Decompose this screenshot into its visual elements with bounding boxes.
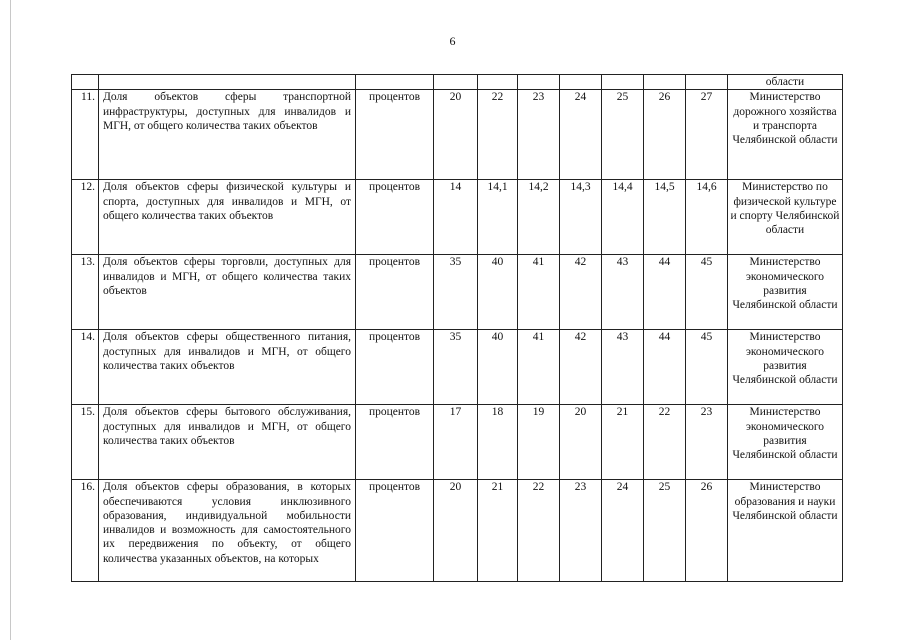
responsible-cell: Министерство экономического развития Челябинской области (728, 330, 843, 405)
table-row (72, 480, 843, 582)
value-cell: 18 (478, 405, 518, 480)
value-cell: 23 (560, 480, 602, 582)
value-cell: 21 (602, 405, 644, 480)
responsible-cell: Министерство экономического развития Челябинской области (728, 405, 843, 480)
cont-unit-cell (356, 75, 434, 90)
value-cell: 23 (518, 90, 560, 180)
cont-indicator-cell (99, 75, 356, 90)
table-row (72, 90, 843, 180)
continued-row (72, 75, 843, 90)
value-cell: 14,3 (560, 180, 602, 255)
value-cell: 19 (518, 405, 560, 480)
table-row (72, 255, 843, 330)
table-row (72, 405, 843, 480)
value-cell: 14 (434, 180, 478, 255)
value-cell: 14,4 (602, 180, 644, 255)
unit-cell: процентов (356, 180, 434, 255)
value-cell: 26 (644, 90, 686, 180)
indicators-table (71, 74, 843, 582)
value-cell: 14,2 (518, 180, 560, 255)
unit-cell: процентов (356, 255, 434, 330)
unit-cell: процентов (356, 330, 434, 405)
row-number: 15. (72, 405, 99, 480)
value-cell: 41 (518, 255, 560, 330)
value-cell: 24 (602, 480, 644, 582)
indicator-text: Доля объектов сферы общественного питания, доступных для инвалидов и МГН, от общего количества таких объектов (99, 330, 356, 405)
cont-value-cell (644, 75, 686, 90)
responsible-cell: Министерство экономического развития Челябинской области (728, 255, 843, 330)
value-cell: 14,6 (686, 180, 728, 255)
value-cell: 25 (602, 90, 644, 180)
cont-value-cell (686, 75, 728, 90)
value-cell: 21 (478, 480, 518, 582)
value-cell: 14,1 (478, 180, 518, 255)
value-cell: 44 (644, 255, 686, 330)
value-cell: 23 (686, 405, 728, 480)
value-cell: 40 (478, 330, 518, 405)
cont-num-cell (72, 75, 99, 90)
value-cell: 44 (644, 330, 686, 405)
value-cell: 27 (686, 90, 728, 180)
cont-value-cell (518, 75, 560, 90)
unit-cell: процентов (356, 480, 434, 582)
page-edge-line (10, 0, 11, 640)
row-number: 13. (72, 255, 99, 330)
value-cell: 40 (478, 255, 518, 330)
indicator-text: Доля объектов сферы транспортной инфраструктуры, доступных для инвалидов и МГН, от общего количества таких объектов (99, 90, 356, 180)
value-cell: 14,5 (644, 180, 686, 255)
row-number: 12. (72, 180, 99, 255)
unit-cell: процентов (356, 90, 434, 180)
indicator-text: Доля объектов сферы торговли, доступных для инвалидов и МГН, от общего количества таких объектов (99, 255, 356, 330)
value-cell: 25 (644, 480, 686, 582)
responsible-cell: Министерство образования и науки Челябинской области (728, 480, 843, 582)
value-cell: 22 (644, 405, 686, 480)
value-cell: 35 (434, 330, 478, 405)
value-cell: 43 (602, 330, 644, 405)
value-cell: 22 (518, 480, 560, 582)
cont-value-cell (602, 75, 644, 90)
value-cell: 35 (434, 255, 478, 330)
value-cell: 45 (686, 255, 728, 330)
value-cell: 45 (686, 330, 728, 405)
value-cell: 42 (560, 330, 602, 405)
responsible-cell: Министерство по физической культуре и спорту Челябинской области (728, 180, 843, 255)
cont-value-cell (434, 75, 478, 90)
table-row (72, 330, 843, 405)
value-cell: 26 (686, 480, 728, 582)
value-cell: 41 (518, 330, 560, 405)
indicator-text: Доля объектов сферы физической культуры и спорта, доступных для инвалидов и МГН, от общего количества таких объектов (99, 180, 356, 255)
responsible-cell: Министерство дорожного хозяйства и транспорта Челябинской области (728, 90, 843, 180)
value-cell: 43 (602, 255, 644, 330)
cont-value-cell (560, 75, 602, 90)
row-number: 14. (72, 330, 99, 405)
indicator-text: Доля объектов сферы образования, в которых обеспечиваются условия инклюзивного образования, индивидуальной мобильности инвалидов и возможность для самостоятельного их передвижения по объекту, от общего количества указанных объектов, на которых (99, 480, 356, 582)
value-cell: 17 (434, 405, 478, 480)
table-row (72, 180, 843, 255)
page-number: 6 (449, 34, 456, 48)
value-cell: 20 (434, 90, 478, 180)
row-number: 11. (72, 90, 99, 180)
value-cell: 24 (560, 90, 602, 180)
indicator-text: Доля объектов сферы бытового обслуживания, доступных для инвалидов и МГН, от общего количества таких объектов (99, 405, 356, 480)
value-cell: 22 (478, 90, 518, 180)
value-cell: 42 (560, 255, 602, 330)
unit-cell: процентов (356, 405, 434, 480)
cont-responsible-cell: области (728, 75, 843, 90)
row-number: 16. (72, 480, 99, 582)
cont-value-cell (478, 75, 518, 90)
value-cell: 20 (434, 480, 478, 582)
value-cell: 20 (560, 405, 602, 480)
